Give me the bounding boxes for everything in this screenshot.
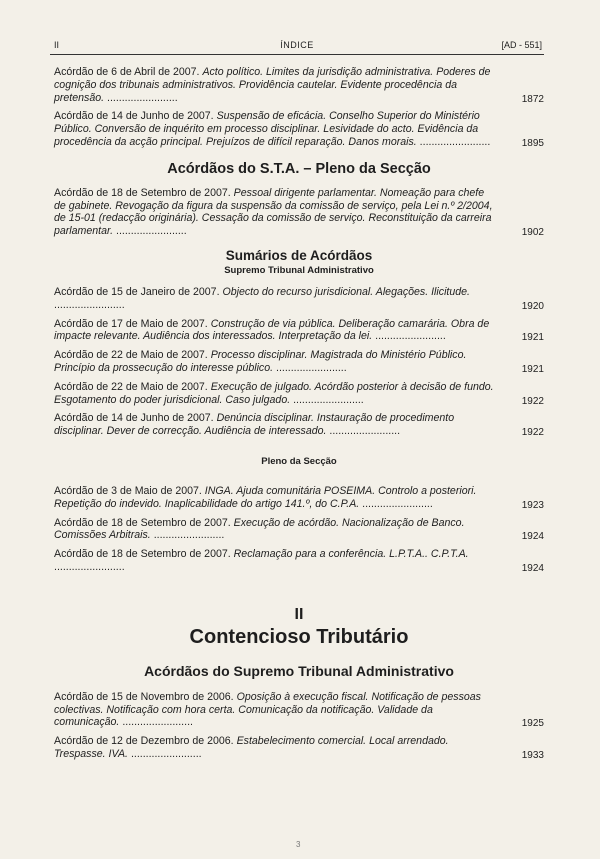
header-title: ÍNDICE — [280, 40, 314, 50]
index-entry — [54, 691, 544, 729]
entry-summary: Processo disciplinar. Magistrada do Ministério Público. Princípio da prossecução do interesse público. — [54, 349, 467, 374]
index-entry — [54, 318, 544, 344]
leader-dots: ........................ — [416, 135, 491, 148]
entry-text — [54, 286, 496, 312]
entry-text — [54, 381, 496, 407]
entry-text — [54, 548, 496, 574]
entry-text — [54, 318, 496, 344]
entry-date: Acórdão de 14 de Junho de 2007. — [54, 412, 214, 425]
index-entry — [54, 485, 544, 511]
entry-summary: Pessoal dirigente parlamentar. Nomeação para chefe de gabinete. Revogação da figura da suspensão da comissão de serviço, pela Lei n.º 2/2004, de 15-01 (redacção originária). Cessação da comissão de serviço. Reconstituição da carreira parlamentar. — [54, 186, 493, 238]
index-entry — [54, 66, 544, 104]
entry-date: Acórdão de 22 de Maio de 2007. — [54, 349, 208, 362]
entry-summary: Execução de acórdão. Nacionalização de Banco. Comissões Arbitrais. — [54, 516, 465, 542]
entry-page-number: 1924 — [521, 562, 544, 574]
entry-page-number: 1922 — [521, 427, 544, 439]
entry-text — [54, 485, 496, 511]
page-header — [50, 38, 544, 55]
entry-date: Acórdão de 18 de Setembro de 2007. — [54, 548, 231, 561]
entry-summary: INGA. Ajuda comunitária POSEIMA. Controlo a posteriori. Repetição do indevido. Inaplicabilidade do artigo 141.º, do C.P.A. — [54, 484, 477, 510]
leader-dots: ........................ — [104, 91, 178, 104]
entry-group-1 — [54, 66, 544, 149]
index-entry — [54, 412, 544, 438]
entry-date: Acórdão de 15 de Novembro de 2006. — [54, 690, 234, 703]
entry-date: Acórdão de 15 de Janeiro de 2007. — [54, 285, 220, 298]
entry-summary: Acto político. Limites da jurisdição administrativa. Poderes de cognição dos tribunais administrativos. Providência cautelar. Evidente procedência da pretensão. — [54, 66, 491, 104]
entry-date: Acórdão de 3 de Maio de 2007. — [54, 484, 202, 497]
entry-summary: Estabelecimento comercial. Local arrendado. Trespasse. IVA. — [54, 735, 449, 760]
entry-page-number: 1933 — [521, 749, 544, 761]
index-entry — [54, 349, 544, 375]
subheading-sta: Supremo Tribunal Administrativo — [224, 264, 374, 276]
entry-page-number: 1925 — [521, 718, 544, 730]
index-entry — [54, 286, 544, 312]
leader-dots: ........................ — [128, 747, 202, 760]
footer-mark: 3 — [296, 840, 301, 849]
entry-text — [54, 66, 496, 104]
leader-dots: ........................ — [372, 330, 446, 343]
entry-summary: Execução de julgado. Acórdão posterior à decisão de fundo. Esgotamento do poder jurisdicional. Caso julgado. — [54, 380, 494, 406]
leader-dots: ........................ — [119, 716, 193, 729]
index-entry — [54, 517, 544, 543]
section-heading-sta-full: Acórdãos do Supremo Tribunal Administrativo — [144, 662, 454, 679]
entry-page-number: 1921 — [521, 363, 544, 375]
entry-summary: Construção de via pública. Deliberação camarária. Obra de impacte relevante. Audiência dos interessados. Interpretação da lei. — [54, 317, 490, 343]
entry-text — [54, 735, 496, 761]
entry-date: Acórdão de 12 de Dezembro de 2006. — [54, 735, 234, 748]
entry-page-number: 1872 — [521, 93, 544, 105]
entry-page-number: 1924 — [521, 531, 544, 543]
entry-text — [54, 110, 496, 148]
entry-text — [54, 187, 496, 238]
entry-page-number: 1922 — [521, 395, 544, 407]
section-heading-sumarios: Sumários de Acórdãos — [225, 247, 373, 263]
leader-dots: ........................ — [113, 225, 187, 238]
header-roman-numeral: II — [54, 40, 60, 50]
leader-dots: ........................ — [326, 425, 401, 438]
section-heading-sta-pleno: Acórdãos do S.T.A. – Pleno da Secção — [167, 160, 431, 177]
entry-summary: Suspensão de eficácia. Conselho Superior do Ministério Público. Conversão de inquérito em processo disciplinar. Lesividade do acto. Evidência da procedência da acção principal. Prejuízos de difícil reparação. Danos morais. — [54, 110, 480, 148]
leader-dots: ........................ — [290, 393, 364, 406]
entry-summary: Denúncia disciplinar. Instauração de procedimento disciplinar. Dever de correcção. Audiência de interessado. — [54, 412, 455, 438]
index-entry — [54, 110, 544, 148]
entry-group-4 — [54, 485, 544, 574]
entry-summary: Oposição à execução fiscal. Notificação de pessoas colectivas. Notificação com hora certa. Comunicação da notificação. Validade da comunicação. — [54, 690, 481, 729]
leader-dots: ........................ — [273, 361, 347, 374]
index-entry — [54, 381, 544, 407]
entry-group-5 — [54, 691, 544, 761]
leader-dots: ........................ — [54, 560, 125, 573]
leader-dots: ........................ — [54, 298, 125, 311]
entry-date: Acórdão de 22 de Maio de 2007. — [54, 380, 208, 393]
entry-date: Acórdão de 6 de Abril de 2007. — [54, 66, 200, 78]
entry-page-number: 1902 — [521, 227, 544, 239]
entry-group-2 — [54, 187, 544, 238]
entry-text — [54, 691, 496, 729]
entry-date: Acórdão de 14 de Junho de 2007. — [54, 110, 214, 123]
header-reference: [AD - 551] — [501, 40, 542, 50]
entry-page-number: 1921 — [521, 332, 544, 344]
entry-text — [54, 517, 496, 543]
index-entry — [54, 187, 544, 238]
index-content — [54, 66, 544, 767]
entry-summary: Reclamação para a conferência. L.P.T.A.. C.P.T.A. — [233, 548, 469, 561]
entry-date: Acórdão de 17 de Maio de 2007. — [54, 317, 208, 330]
entry-summary: Objecto do recurso jurisdicional. Alegações. Ilicitude. — [222, 285, 470, 298]
entry-page-number: 1923 — [521, 499, 544, 511]
leader-dots: ........................ — [359, 497, 433, 510]
entry-page-number: 1920 — [521, 300, 544, 312]
part-title: Contencioso Tributário — [189, 625, 409, 648]
part-number: II — [294, 605, 304, 623]
index-entry — [54, 548, 544, 574]
subheading-pleno: Pleno da Secção — [261, 455, 337, 467]
entry-page-number: 1895 — [521, 137, 544, 149]
entry-text — [54, 412, 496, 438]
entry-date: Acórdão de 18 de Setembro de 2007. — [54, 516, 231, 529]
entry-date: Acórdão de 18 de Setembro de 2007. — [54, 186, 231, 199]
entry-text — [54, 349, 496, 375]
entry-group-3 — [54, 286, 544, 438]
index-entry — [54, 735, 544, 761]
leader-dots: ........................ — [150, 529, 225, 542]
